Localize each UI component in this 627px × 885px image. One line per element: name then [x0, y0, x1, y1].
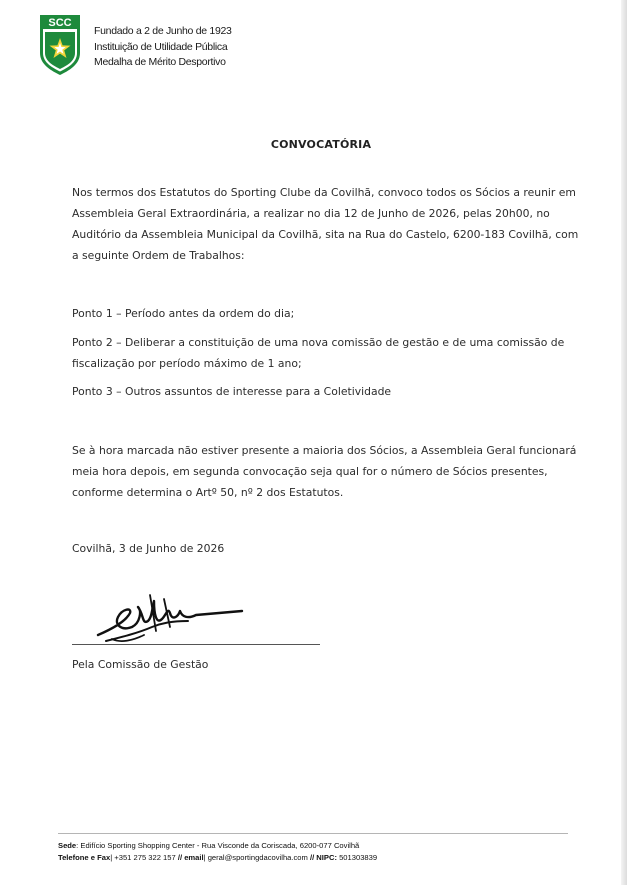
header-lines — [94, 24, 232, 71]
intro-line-2: Assembleia Geral Extraordinária, a realizar no dia 12 de Junho de 2026, pelas 20h00, no — [72, 207, 550, 220]
footer-sede-line — [58, 840, 578, 852]
agenda-point-1: Ponto 1 – Período antes da ordem do dia; — [72, 307, 295, 320]
footer-phone-label: Telefone e Fax — [58, 853, 111, 862]
footer-sede-label: Sede — [58, 841, 77, 850]
intro-line-3: Auditório da Assembleia Municipal da Covilhã, sita na Rua do Castelo, 6200-183 Covilhã, com — [72, 228, 579, 241]
page-edge — [621, 0, 627, 885]
closing-line-1: Se à hora marcada não estiver presente a maioria dos Sócios, a Assembleia Geral funcionará — [72, 444, 577, 457]
footer-nipc-label: NIPC: — [316, 853, 337, 862]
header-line-institution: Instituição de Utilidade Pública — [94, 40, 228, 53]
footer-nipc-text: 501303839 — [336, 853, 378, 862]
agenda-point-2-line-2: fiscalização por período máximo de 1 ano; — [72, 357, 302, 370]
footer-rule — [58, 833, 568, 834]
footer-sede-text: : Edifício Sporting Shopping Center - Rua Visconde da Coriscada, 6200-077 Covilhã — [76, 841, 360, 850]
intro-line-1: Nos termos dos Estatutos do Sporting Clube da Covilhã, convoco todos os Sócios a reunir em — [72, 186, 576, 199]
footer-email-label: email — [184, 853, 204, 862]
agenda-point-2-line-1: Ponto 2 – Deliberar a constituição de uma nova comissão de gestão e de uma comissão de — [72, 336, 565, 349]
intro-line-4: a seguinte Ordem de Trabalhos: — [72, 249, 245, 262]
footer — [58, 840, 578, 864]
header-line-founded: Fundado a 2 de Junho de 1923 — [94, 25, 232, 37]
footer-separator: // — [307, 853, 317, 862]
closing-line-2: meia hora depois, em segunda convocação seja qual for o número de Sócios presentes, — [72, 465, 548, 478]
handwritten-signature — [92, 591, 252, 651]
signatory-label: Pela Comissão de Gestão — [72, 658, 209, 671]
signature-line — [72, 644, 320, 645]
logo-text: SCC — [48, 17, 72, 29]
footer-contact-line — [58, 852, 578, 864]
footer-email-text[interactable]: | geral@sportingdacovilha.com — [203, 853, 308, 862]
footer-phone-text: | +351 275 322 157 — [110, 853, 176, 862]
document-title: CONVOCATÓRIA — [270, 138, 372, 151]
footer-separator: // — [175, 853, 185, 862]
scc-crest-icon — [38, 13, 82, 77]
agenda-point-3: Ponto 3 – Outros assuntos de interesse para a Coletividade — [72, 385, 392, 398]
closing-line-3: conforme determina o Artº 50, nº 2 dos Estatutos. — [72, 486, 344, 499]
date-line: Covilhã, 3 de Junho de 2026 — [72, 542, 225, 555]
header-line-medal: Medalha de Mérito Desportivo — [94, 56, 226, 68]
